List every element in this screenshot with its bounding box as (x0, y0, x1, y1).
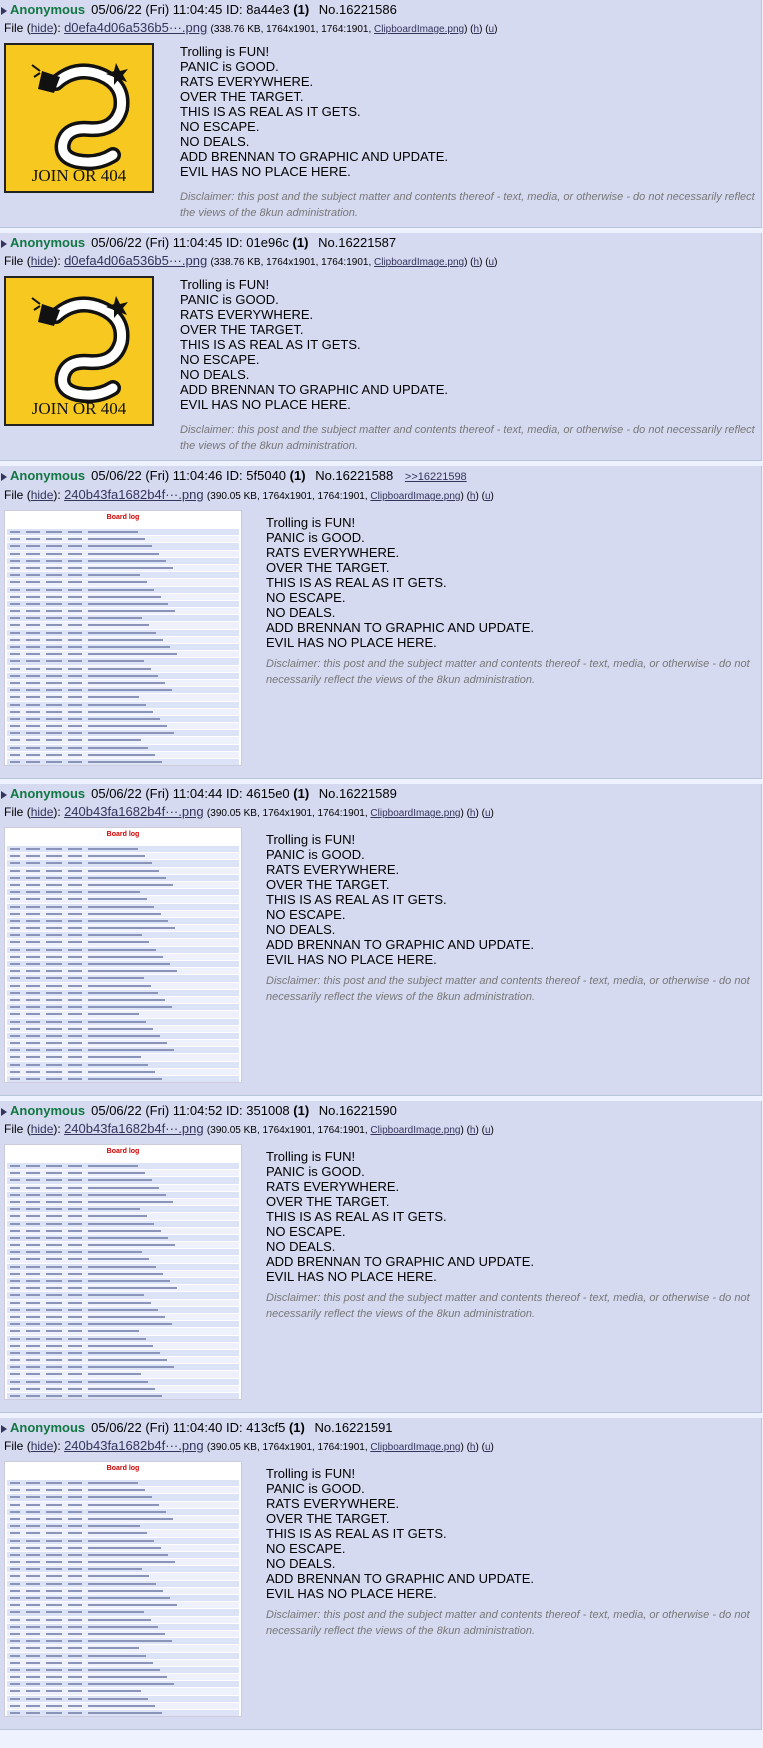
post (0, 0, 762, 228)
backlink[interactable]: >>16221598 (404, 471, 467, 483)
body-line: ADD BRENNAN TO GRAPHIC AND UPDATE. (266, 1254, 534, 1269)
disclaimer: Disclaimer: this post and the subject matter and contents thereof - text, media, or otherwise - do not necessarily reflect the views of the 8kun administration. (180, 424, 755, 452)
body-line: OVER THE TARGET. (180, 322, 304, 337)
body-line: NO DEALS. (266, 922, 336, 937)
thumbnail[interactable] (0, 40, 180, 198)
board-log-image (4, 827, 242, 1083)
file-name-link[interactable]: 240b43fa1682b4f···.png (64, 1121, 204, 1136)
body-line: THIS IS AS REAL AS IT GETS. (266, 1526, 447, 1541)
post-intro (0, 1101, 761, 1120)
h-link[interactable]: h (473, 257, 480, 268)
body-line: Trolling is FUN! (266, 1466, 356, 1481)
file-meta: (390.05 KB, 1764x1901, 1764:1901, (206, 491, 368, 502)
post-body (180, 40, 761, 221)
body-line: Trolling is FUN! (266, 832, 356, 847)
body-line: RATS EVERYWHERE. (266, 862, 400, 877)
body-line: OVER THE TARGET. (266, 1194, 390, 1209)
body-line: ADD BRENNAN TO GRAPHIC AND UPDATE. (266, 620, 534, 635)
disclaimer: Disclaimer: this post and the subject matter and contents thereof - text, media, or otherwise - do not necessarily reflect the views of the 8kun administration. (266, 658, 750, 686)
hide-link[interactable]: hide (30, 1439, 54, 1453)
body-line: EVIL HAS NO PLACE HERE. (266, 635, 437, 650)
post-datetime: 05/06/22 (Fri) 11:04:40 (91, 1420, 223, 1435)
file-name-link[interactable]: d0efa4d06a536b5···.png (64, 253, 208, 268)
post-body (266, 1458, 761, 1639)
body-line: NO ESCAPE. (266, 1224, 346, 1239)
board-log-image (4, 1461, 242, 1717)
body-line: Trolling is FUN! (180, 44, 270, 59)
body-line: Trolling is FUN! (180, 277, 270, 292)
file-meta: (390.05 KB, 1764x1901, 1764:1901, (206, 1442, 368, 1453)
post-number[interactable]: No.16221589 (318, 786, 397, 801)
body-line: NO DEALS. (266, 1556, 336, 1571)
body-line: PANIC is GOOD. (266, 1164, 365, 1179)
poster-name: Anonymous (10, 2, 86, 17)
disclaimer: Disclaimer: this post and the subject matter and contents thereof - text, media, or otherwise - do not necessarily reflect the views of the 8kun administration. (266, 975, 750, 1003)
body-line: EVIL HAS NO PLACE HERE. (266, 1586, 437, 1601)
file-info: File (hide): d0efa4d06a536b5···.png (338.76 KB, 1764x1901, 1764:1901, ClipboardImage.png) (h) (u) (4, 20, 498, 35)
body-line: NO ESCAPE. (266, 1541, 346, 1556)
body-line: OVER THE TARGET. (180, 89, 304, 104)
thumbnail[interactable] (0, 824, 266, 1083)
u-link[interactable]: u (484, 1442, 491, 1453)
body-line: PANIC is GOOD. (266, 1481, 365, 1496)
file-name-link[interactable]: 240b43fa1682b4f···.png (64, 487, 204, 502)
body-line: NO DEALS. (180, 134, 250, 149)
post-datetime: 05/06/22 (Fri) 11:04:45 (91, 2, 223, 17)
body-line: EVIL HAS NO PLACE HERE. (266, 952, 437, 967)
body-line: THIS IS AS REAL AS IT GETS. (180, 337, 361, 352)
body-line: OVER THE TARGET. (266, 877, 390, 892)
original-filename-link[interactable]: ClipboardImage.png (370, 1442, 461, 1453)
file-name-link[interactable]: 240b43fa1682b4f···.png (64, 1438, 204, 1453)
body-line: RATS EVERYWHERE. (180, 74, 314, 89)
poster-name: Anonymous (10, 1420, 86, 1435)
post-number[interactable]: No.16221588 (315, 468, 394, 483)
body-line: NO ESCAPE. (266, 590, 346, 605)
post-number[interactable]: No.16221591 (314, 1420, 393, 1435)
hide-link[interactable]: hide (30, 21, 54, 35)
h-link[interactable]: h (469, 1125, 476, 1136)
id-post-count: (1) (293, 1103, 310, 1118)
poster-name: Anonymous (10, 235, 86, 250)
expand-triangle-icon[interactable] (1, 1108, 7, 1116)
body-line: THIS IS AS REAL AS IT GETS. (180, 104, 361, 119)
file-meta: (338.76 KB, 1764x1901, 1764:1901, (210, 257, 372, 268)
post (0, 233, 762, 461)
body-line: PANIC is GOOD. (266, 530, 365, 545)
body-line: RATS EVERYWHERE. (266, 545, 400, 560)
file-name-link[interactable]: d0efa4d06a536b5···.png (64, 20, 208, 35)
disclaimer: Disclaimer: this post and the subject matter and contents thereof - text, media, or otherwise - do not necessarily reflect the views of the 8kun administration. (266, 1292, 750, 1320)
post-intro (0, 466, 761, 486)
u-link[interactable]: u (488, 257, 495, 268)
disclaimer: Disclaimer: this post and the subject matter and contents thereof - text, media, or otherwise - do not necessarily reflect the views of the 8kun administration. (180, 191, 755, 219)
body-line: THIS IS AS REAL AS IT GETS. (266, 892, 447, 907)
hide-link[interactable]: hide (30, 1122, 54, 1136)
body-line: THIS IS AS REAL AS IT GETS. (266, 1209, 447, 1224)
post-intro (0, 1418, 761, 1437)
body-line: ADD BRENNAN TO GRAPHIC AND UPDATE. (180, 149, 448, 164)
thumbnail[interactable] (0, 507, 266, 766)
id-post-count: (1) (293, 786, 310, 801)
hide-link[interactable]: hide (30, 488, 54, 502)
body-line: PANIC is GOOD. (180, 59, 279, 74)
original-filename-link[interactable]: ClipboardImage.png (374, 24, 465, 35)
poster-id[interactable]: ID: 5f5040 (226, 468, 287, 483)
poster-id[interactable]: ID: 413cf5 (226, 1420, 286, 1435)
post-number[interactable]: No.16221586 (318, 2, 397, 17)
body-line: ADD BRENNAN TO GRAPHIC AND UPDATE. (180, 382, 448, 397)
file-info: File (hide): 240b43fa1682b4f···.png (390.05 KB, 1764x1901, 1764:1901, ClipboardImage.png) (h) (u) (4, 804, 494, 819)
join-or-404-image (4, 276, 154, 426)
h-link[interactable]: h (469, 491, 476, 502)
u-link[interactable]: u (484, 491, 491, 502)
thumbnail[interactable] (0, 273, 180, 431)
board-log-image (4, 1144, 242, 1400)
file-meta: (390.05 KB, 1764x1901, 1764:1901, (206, 808, 368, 819)
file-label: File (4, 488, 24, 502)
file-label: File (4, 254, 24, 268)
expand-triangle-icon[interactable] (1, 473, 7, 481)
post (0, 784, 762, 1096)
body-line: NO DEALS. (180, 367, 250, 382)
body-line: OVER THE TARGET. (266, 1511, 390, 1526)
body-line: RATS EVERYWHERE. (266, 1496, 400, 1511)
poster-name: Anonymous (10, 1103, 86, 1118)
file-info: File (hide): 240b43fa1682b4f···.png (390.05 KB, 1764x1901, 1764:1901, ClipboardImage.png) (h) (u) (4, 487, 494, 502)
body-line: NO DEALS. (266, 1239, 336, 1254)
post-number[interactable]: No.16221587 (318, 235, 397, 250)
file-info: File (hide): d0efa4d06a536b5···.png (338.76 KB, 1764x1901, 1764:1901, ClipboardImage.png) (h) (u) (4, 253, 498, 268)
post-intro (0, 233, 761, 252)
board-log-title: Board log (106, 831, 140, 838)
id-post-count: (1) (292, 235, 309, 250)
poster-id[interactable]: ID: 351008 (226, 1103, 290, 1118)
poster-id[interactable]: ID: 8a44e3 (226, 2, 290, 17)
thumbnail[interactable] (0, 1141, 266, 1400)
post-number[interactable]: No.16221590 (318, 1103, 397, 1118)
file-info: File (hide): 240b43fa1682b4f···.png (390.05 KB, 1764x1901, 1764:1901, ClipboardImage.png) (h) (u) (4, 1438, 494, 1453)
h-link[interactable]: h (469, 808, 476, 819)
file-meta: (338.76 KB, 1764x1901, 1764:1901, (210, 24, 372, 35)
post-body (266, 1141, 761, 1322)
expand-triangle-icon[interactable] (1, 1425, 7, 1433)
body-line: ADD BRENNAN TO GRAPHIC AND UPDATE. (266, 1571, 534, 1586)
file-meta: (390.05 KB, 1764x1901, 1764:1901, (206, 1125, 368, 1136)
id-post-count: (1) (289, 468, 306, 483)
expand-triangle-icon[interactable] (1, 240, 7, 248)
board-log-title: Board log (106, 1148, 140, 1155)
post (0, 466, 762, 779)
file-info: File (hide): 240b43fa1682b4f···.png (390.05 KB, 1764x1901, 1764:1901, ClipboardImage.png) (h) (u) (4, 1121, 494, 1136)
post (0, 1101, 762, 1413)
body-line: NO DEALS. (266, 605, 336, 620)
file-label: File (4, 21, 24, 35)
post-datetime: 05/06/22 (Fri) 11:04:45 (91, 235, 223, 250)
id-post-count: (1) (293, 2, 310, 17)
body-line: ADD BRENNAN TO GRAPHIC AND UPDATE. (266, 937, 534, 952)
disclaimer: Disclaimer: this post and the subject matter and contents thereof - text, media, or otherwise - do not necessarily reflect the views of the 8kun administration. (266, 1609, 750, 1637)
post-datetime: 05/06/22 (Fri) 11:04:44 (91, 786, 223, 801)
original-filename-link[interactable]: ClipboardImage.png (370, 491, 461, 502)
original-filename-link[interactable]: ClipboardImage.png (374, 257, 465, 268)
hide-link[interactable]: hide (30, 254, 54, 268)
h-link[interactable]: h (473, 24, 480, 35)
file-name-link[interactable]: 240b43fa1682b4f···.png (64, 804, 204, 819)
original-filename-link[interactable]: ClipboardImage.png (370, 808, 461, 819)
body-line: RATS EVERYWHERE. (266, 1179, 400, 1194)
u-link[interactable]: u (484, 808, 491, 819)
snake-caption: JOIN OR 404 (31, 399, 127, 418)
post-body (180, 273, 761, 454)
expand-triangle-icon[interactable] (1, 7, 7, 15)
expand-triangle-icon[interactable] (1, 791, 7, 799)
join-or-404-image (4, 43, 154, 193)
poster-id[interactable]: ID: 01e96c (226, 235, 289, 250)
post-body (266, 824, 761, 1005)
poster-name: Anonymous (10, 468, 86, 483)
h-link[interactable]: h (469, 1442, 476, 1453)
body-line: PANIC is GOOD. (180, 292, 279, 307)
body-line: EVIL HAS NO PLACE HERE. (266, 1269, 437, 1284)
board-log-title: Board log (106, 514, 140, 521)
file-label: File (4, 1122, 24, 1136)
body-line: Trolling is FUN! (266, 515, 356, 530)
post-datetime: 05/06/22 (Fri) 11:04:52 (91, 1103, 223, 1118)
poster-id[interactable]: ID: 4615e0 (226, 786, 290, 801)
board-log-title: Board log (106, 1465, 140, 1472)
id-post-count: (1) (288, 1420, 305, 1435)
u-link[interactable]: u (484, 1125, 491, 1136)
body-line: EVIL HAS NO PLACE HERE. (180, 397, 351, 412)
body-line: Trolling is FUN! (266, 1149, 356, 1164)
post-intro (0, 784, 761, 803)
body-line: NO ESCAPE. (180, 352, 260, 367)
u-link[interactable]: u (488, 24, 495, 35)
post-datetime: 05/06/22 (Fri) 11:04:46 (91, 468, 223, 483)
post (0, 1418, 762, 1730)
thumbnail[interactable] (0, 1458, 266, 1717)
original-filename-link[interactable]: ClipboardImage.png (370, 1125, 461, 1136)
body-line: PANIC is GOOD. (266, 847, 365, 862)
body-line: OVER THE TARGET. (266, 560, 390, 575)
board-log-image (4, 510, 242, 766)
body-line: THIS IS AS REAL AS IT GETS. (266, 575, 447, 590)
file-label: File (4, 805, 24, 819)
snake-caption: JOIN OR 404 (31, 166, 127, 185)
post-body (266, 507, 761, 688)
file-label: File (4, 1439, 24, 1453)
body-line: NO ESCAPE. (180, 119, 260, 134)
poster-name: Anonymous (10, 786, 86, 801)
body-line: RATS EVERYWHERE. (180, 307, 314, 322)
body-line: NO ESCAPE. (266, 907, 346, 922)
body-line: EVIL HAS NO PLACE HERE. (180, 164, 351, 179)
post-intro (0, 0, 761, 19)
hide-link[interactable]: hide (30, 805, 54, 819)
